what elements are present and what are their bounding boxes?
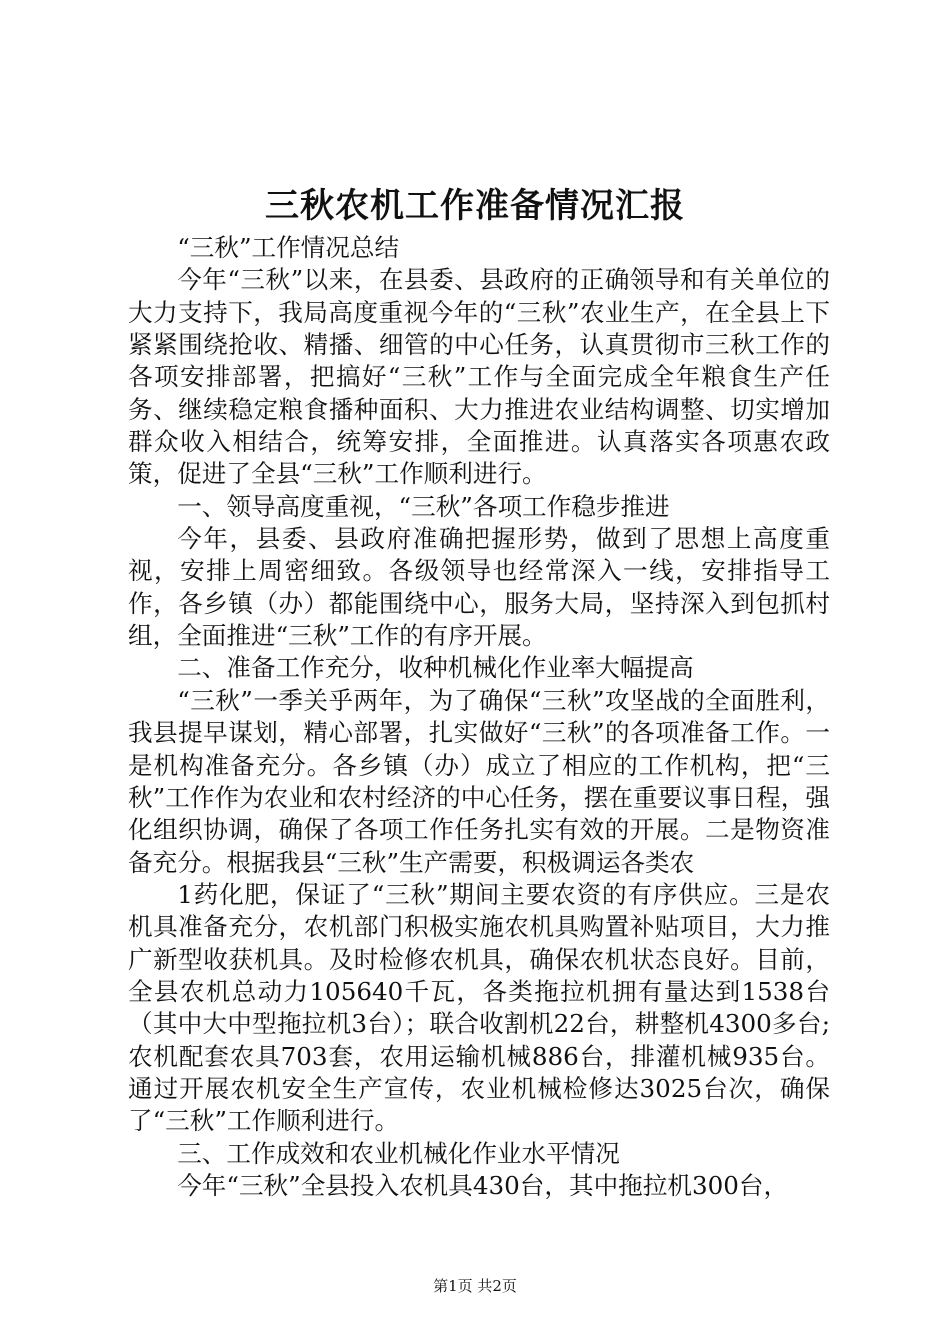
paragraph-leadership: 今年，县委、县政府准确把握形势，做到了思想上高度重视，安排上周密细致。各级领导也经常深入一线，安排指导工作，各乡镇（办）都能围绕中心，服务大局，坚持深入到包抓村组，全面推进“三秋”工作的有序开展。: [128, 524, 830, 651]
paragraph-preparation: “三秋”一季关乎两年，为了确保“三秋”攻坚战的全面胜利，我县提早谋划，精心部署，扎实做好“三秋”的各项准备工作。一是机构准备充分。各乡镇（办）成立了相应的工作机构，把“三秋”工作作为农业和农村经济的中心任务，摆在重要议事日程，强化组织协调，确保了各项工作任务扎实有效的开展。二是物资准备充分。根据我县“三秋”生产需要，积极调运各类农: [128, 685, 830, 877]
section-heading-leadership: 一、领导高度重视，“三秋”各项工作稳步推进: [177, 491, 670, 521]
paragraph-machinery: 1药化肥，保证了“三秋”期间主要农资的有序供应。三是农机具准备充分，农机部门积极实施农机具购置补贴项目，大力推广新型收获机具。及时检修农机具，确保农机状态良好。目前，全县农机总动力105640千瓦，各类拖拉机拥有量达到1538台（其中大中型拖拉机3台）；联合收割机22台，耕整机4300多台;农机配套农具703套，农用运输机械886台，排灌机械935台。通过开展农机安全生产宣传，农业机械检修达3025台次，确保了“三秋”工作顺利进行。: [128, 879, 830, 1136]
document-title: 三秋农机工作准备情况汇报: [265, 186, 685, 226]
section-heading-preparation: 二、准备工作充分，收种机械化作业率大幅提高: [177, 653, 694, 683]
paragraph-intro: 今年“三秋”以来，在县委、县政府的正确领导和有关单位的大力支持下，我局高度重视今年的“三秋”农业生产，在全县上下紧紧围绕抢收、精播、细管的中心任务，认真贯彻市三秋工作的各项安排部署，把搞好“三秋”工作与全面完成全年粮食生产任务、继续稳定粮食播种面积、大力推进农业结构调整、切实增加群众收入相结合，统筹安排，全面推进。认真落实各项惠农政策，促进了全县“三秋”工作顺利进行。: [128, 265, 830, 489]
paragraph-results: 今年“三秋”全县投入农机具430台，其中拖拉机300台，: [177, 1170, 789, 1200]
document-body: [128, 232, 830, 1202]
page-number-footer: 第1页 共2页: [433, 1277, 517, 1295]
section-heading-summary: “三秋”工作情况总结: [177, 233, 400, 262]
section-heading-results: 三、工作成效和农业机械化作业水平情况: [177, 1138, 620, 1168]
